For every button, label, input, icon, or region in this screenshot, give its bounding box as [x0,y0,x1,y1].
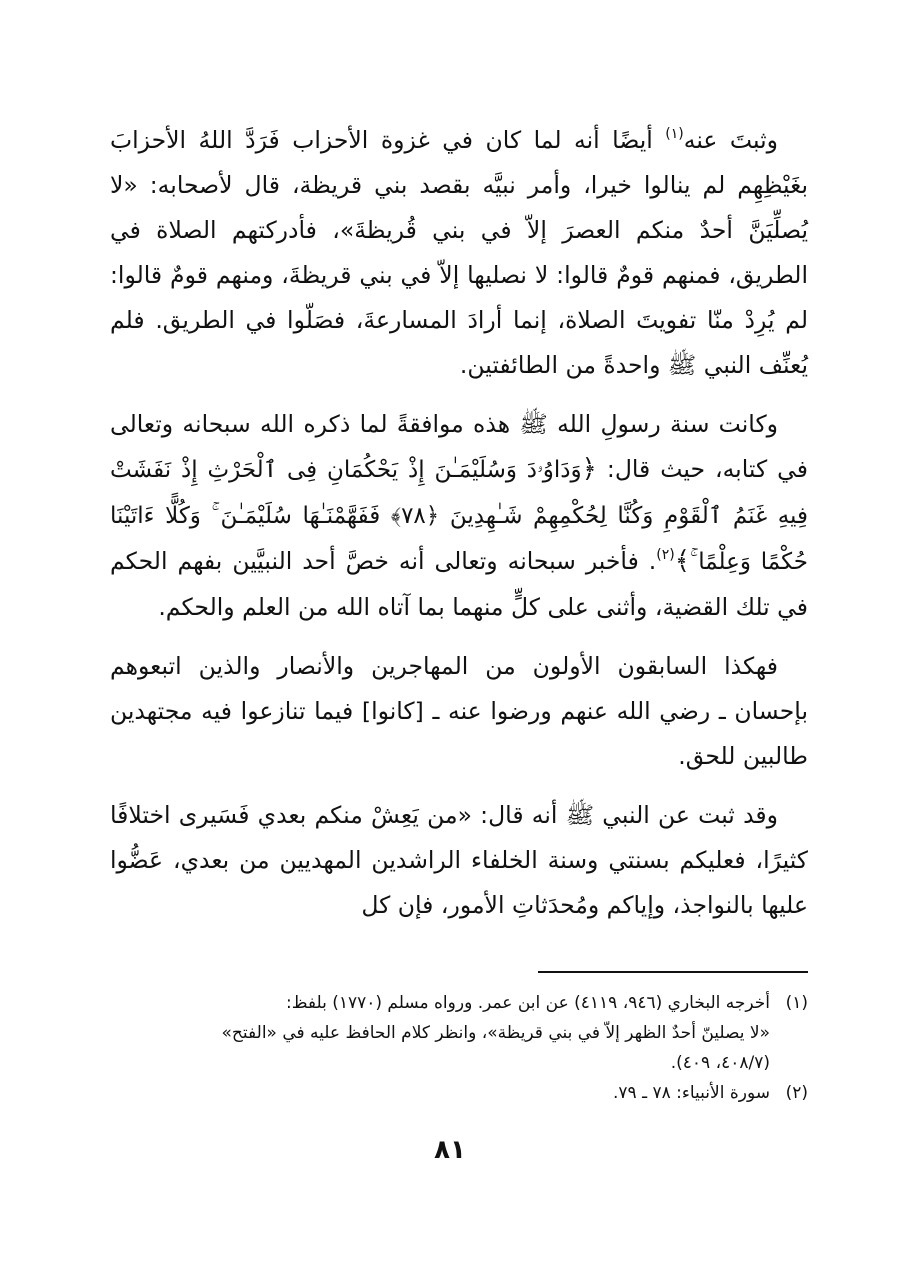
footnotes [110,988,808,1108]
footnote-text [110,988,770,1078]
paragraph-2-rest: . فأخبر سبحانه وتعالى أنه خصَّ أحد النبيَّين بفهم الحكم في تلك القضية، وأثنى على كلٍّ منهما بما آتاه الله من العلم والحكم. [110,547,808,621]
footnote-2 [110,1078,808,1108]
footnote-ref-2[interactable]: (٢) [656,547,675,563]
footnote-number: (٢) [785,1083,808,1103]
paragraph-1-rest: أيضًا أنه لما كان في غزوة الأحزاب فَرَدَّ اللهُ الأحزابَ بغَيْظِهِم لم ينالوا خيرا، وأمر نبيَّه بقصد بني قريظة، قال لأصحابه: «لا يُصلِّيَنَّ أحدٌ منكم العصرَ إلاّ في بني قُريظةَ»، فأدركتهم الصلاة في الطريق، فمنهم قومٌ قالوا: لا نصليها إلاّ في بني قريظةَ، ومنهم قومٌ قالوا: لم يُرِدْ منّا تفويتَ الصلاة، إنما أرادَ المسارعةَ، فصَلّوا في الطريق. فلم يُعنِّف النبي ﷺ واحدةً من الطائفتين. [110,126,808,379]
footnote-line: «لا يصلينّ أحدٌ الظهر إلاّ في بني قريظة»، وانظر كلام الحافظ عليه في «الفتح» [221,1023,770,1043]
paragraph-1-start: وثبتَ عنه [683,126,778,154]
quran-open-bracket: ﴿ [581,454,597,484]
page-number: ٨١ [434,1135,466,1165]
quran-close-bracket: ﴾ [674,546,690,576]
paragraph-3: فهكذا السابقون الأولون من المهاجرين والأنصار والذين اتبعوهم بإحسان ـ رضي الله عنهم ورضوا عنه ـ [كانوا] فيما تنازعوا فيه مجتهدين طالبين للحق. [110,652,808,770]
paragraph-2-start: وكانت سنة رسولِ الله ﷺ هذه موافقةً لما ذكره الله سبحانه وتعالى في كتابه، حيث قال: [110,410,808,483]
quran-verse: وَدَاوُۥدَ وَسُلَيْمَـٰنَ إِذْ يَحْكُمَانِ فِى ٱلْحَرْثِ إِذْ نَفَشَتْ فِيهِ غَنَمُ ٱلْقَوْمِ وَكُنَّا لِحُكْمِهِمْ شَـٰهِدِينَ ﴿٧٨﴾ فَفَهَّمْنَـٰهَا سُلَيْمَـٰنَ ۚ وَكُلًّا ءَاتَيْنَا حُكْمًا وَعِلْمًا ۚ [110,457,808,575]
footnote-line: أخرجه البخاري (٩٤٦، ٤١١٩) عن ابن عمر. ورواه مسلم (١٧٧٠) بلفظ: [285,993,770,1013]
footnote-text [110,1078,770,1108]
footnote-line: سورة الأنبياء: ٧٨ ـ ٧٩. [613,1083,770,1103]
footnote-ref-1[interactable]: (١) [665,126,684,142]
footnote-divider [538,971,808,973]
paragraph-1 [110,118,808,388]
paragraph-2 [110,402,808,630]
paragraph-4: وقد ثبت عن النبي ﷺ أنه قال: «من يَعِشْ منكم بعدي فَسَيرى اختلافًا كثيرًا، فعليكم بسنتي وسنة الخلفاء الراشدين المهديين من بعدي، عَضُّوا عليها بالنواجذ، وإياكم ومُحدَثاتِ الأمور، فإن كل [110,801,808,919]
footnote-1 [110,988,808,1078]
footnote-number: (١) [785,993,808,1013]
footnote-line: (٤٠٨/٧، ٤٠٩). [670,1053,770,1073]
page-body [110,118,808,942]
